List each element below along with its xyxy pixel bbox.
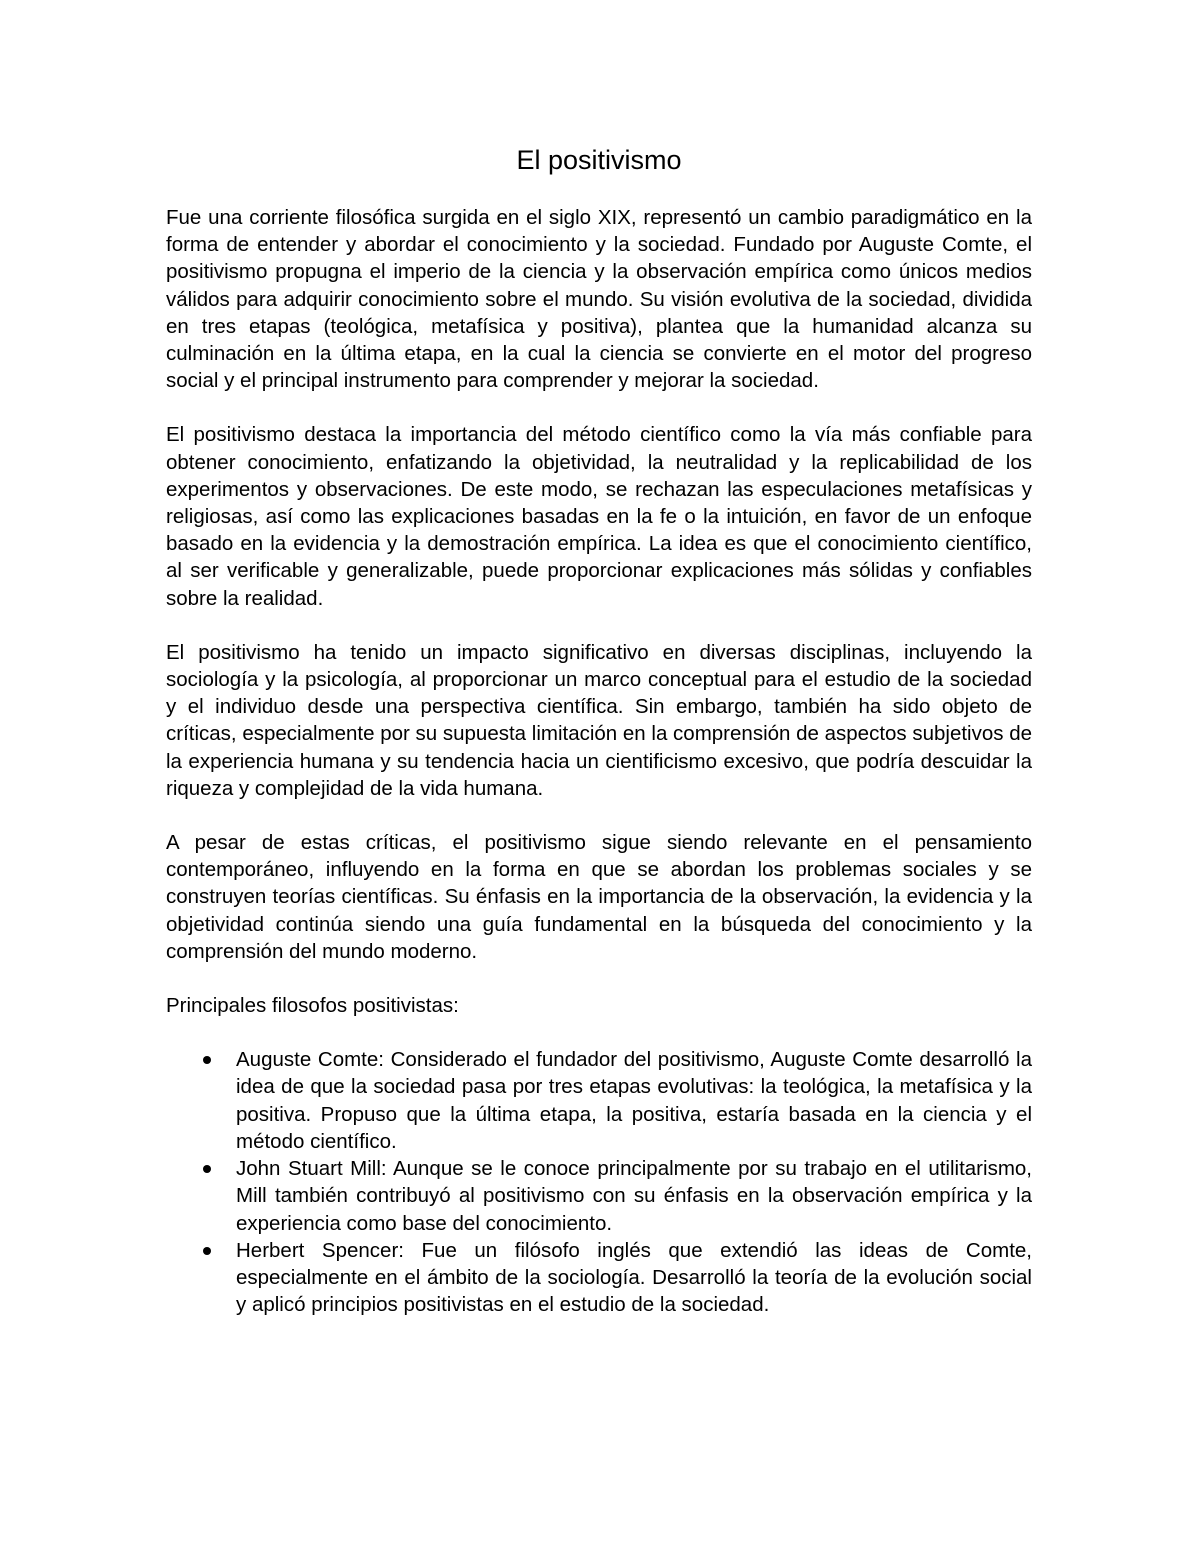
list-item xyxy=(166,1155,1032,1237)
list-item-text: Auguste Comte: Considerado el fundador del positivismo, Auguste Comte desarrolló la idea de que la sociedad pasa por tres etapas evolutivas: la teológica, la metafísica y la positiva. Propuso que la última etapa, la positiva, estaría basada en la ciencia y el método científico. xyxy=(236,1048,1032,1153)
philosophers-list xyxy=(166,1046,1032,1318)
list-item xyxy=(166,1237,1032,1319)
bullet-icon xyxy=(203,1056,211,1064)
list-item-text: Herbert Spencer: Fue un filósofo inglés que extendió las ideas de Comte, especialmente en el ámbito de la sociología. Desarrolló la teoría de la evolución social y aplicó principios positivistas en el estudio de la sociedad. xyxy=(236,1238,1032,1317)
document-title: El positivismo xyxy=(516,145,682,175)
list-item xyxy=(166,1046,1032,1155)
list-item-text: John Stuart Mill: Aunque se le conoce principalmente por su trabajo en el utilitarismo, Mill también contribuyó al positivismo con su énfasis en la observación empírica y la experiencia como base del conocimiento. xyxy=(236,1157,1032,1235)
paragraph-intro: Fue una corriente filosófica surgida en el siglo XIX, representó un cambio paradigmático en la forma de entender y abordar el conocimiento y la sociedad. Fundado por Auguste Comte, el positivismo propugna el imperio de la ciencia y la observación empírica como únicos medios válidos para adquirir conocimiento sobre el mundo. Su visión evolutiva de la sociedad, dividida en tres etapas (teológica, metafísica y positiva), plantea que la humanidad alcanza su culminación en la última etapa, en la cual la ciencia se convierte en el motor del progreso social y el principal instrumento para comprender y mejorar la sociedad. xyxy=(166,206,1032,393)
document-body xyxy=(166,140,1032,1318)
paragraph-impact: El positivismo ha tenido un impacto significativo en diversas disciplinas, incluyendo la sociología y la psicología, al proporcionar un marco conceptual para el estudio de la sociedad y el individuo desde una perspectiva científica. Sin embargo, también ha sido objeto de críticas, especialmente por su supuesta limitación en la comprensión de aspectos subjetivos de la experiencia humana y su tendencia hacia un cientificismo excesivo, que podría descuidar la riqueza y complejidad de la vida humana. xyxy=(166,640,1033,800)
paragraph-relevance: A pesar de estas críticas, el positivismo sigue siendo relevante en el pensamiento contemporáneo, influyendo en la forma en que se abordan los problemas sociales y se construyen teorías científicas. Su énfasis en la importancia de la observación, la evidencia y la objetividad continúa siendo una guía fundamental en la búsqueda del conocimiento y la comprensión del mundo moderno. xyxy=(166,831,1032,963)
paragraph-scientific-method: El positivismo destaca la importancia del método científico como la vía más confiable para obtener conocimiento, enfatizando la objetividad, la neutralidad y la replicabilidad de los experimentos y observaciones. De este modo, se rechazan las especulaciones metafísicas y religiosas, así como las explicaciones basadas en la fe o la intuición, en favor de un enfoque basado en la evidencia y la demostración empírica. La idea es que el conocimiento científico, al ser verificable y generalizable, puede proporcionar explicaciones más sólidas y confiables sobre la realidad. xyxy=(166,423,1032,610)
bullet-icon xyxy=(203,1247,211,1255)
list-intro: Principales filosofos positivistas: xyxy=(166,994,459,1018)
bullet-icon xyxy=(203,1165,211,1173)
